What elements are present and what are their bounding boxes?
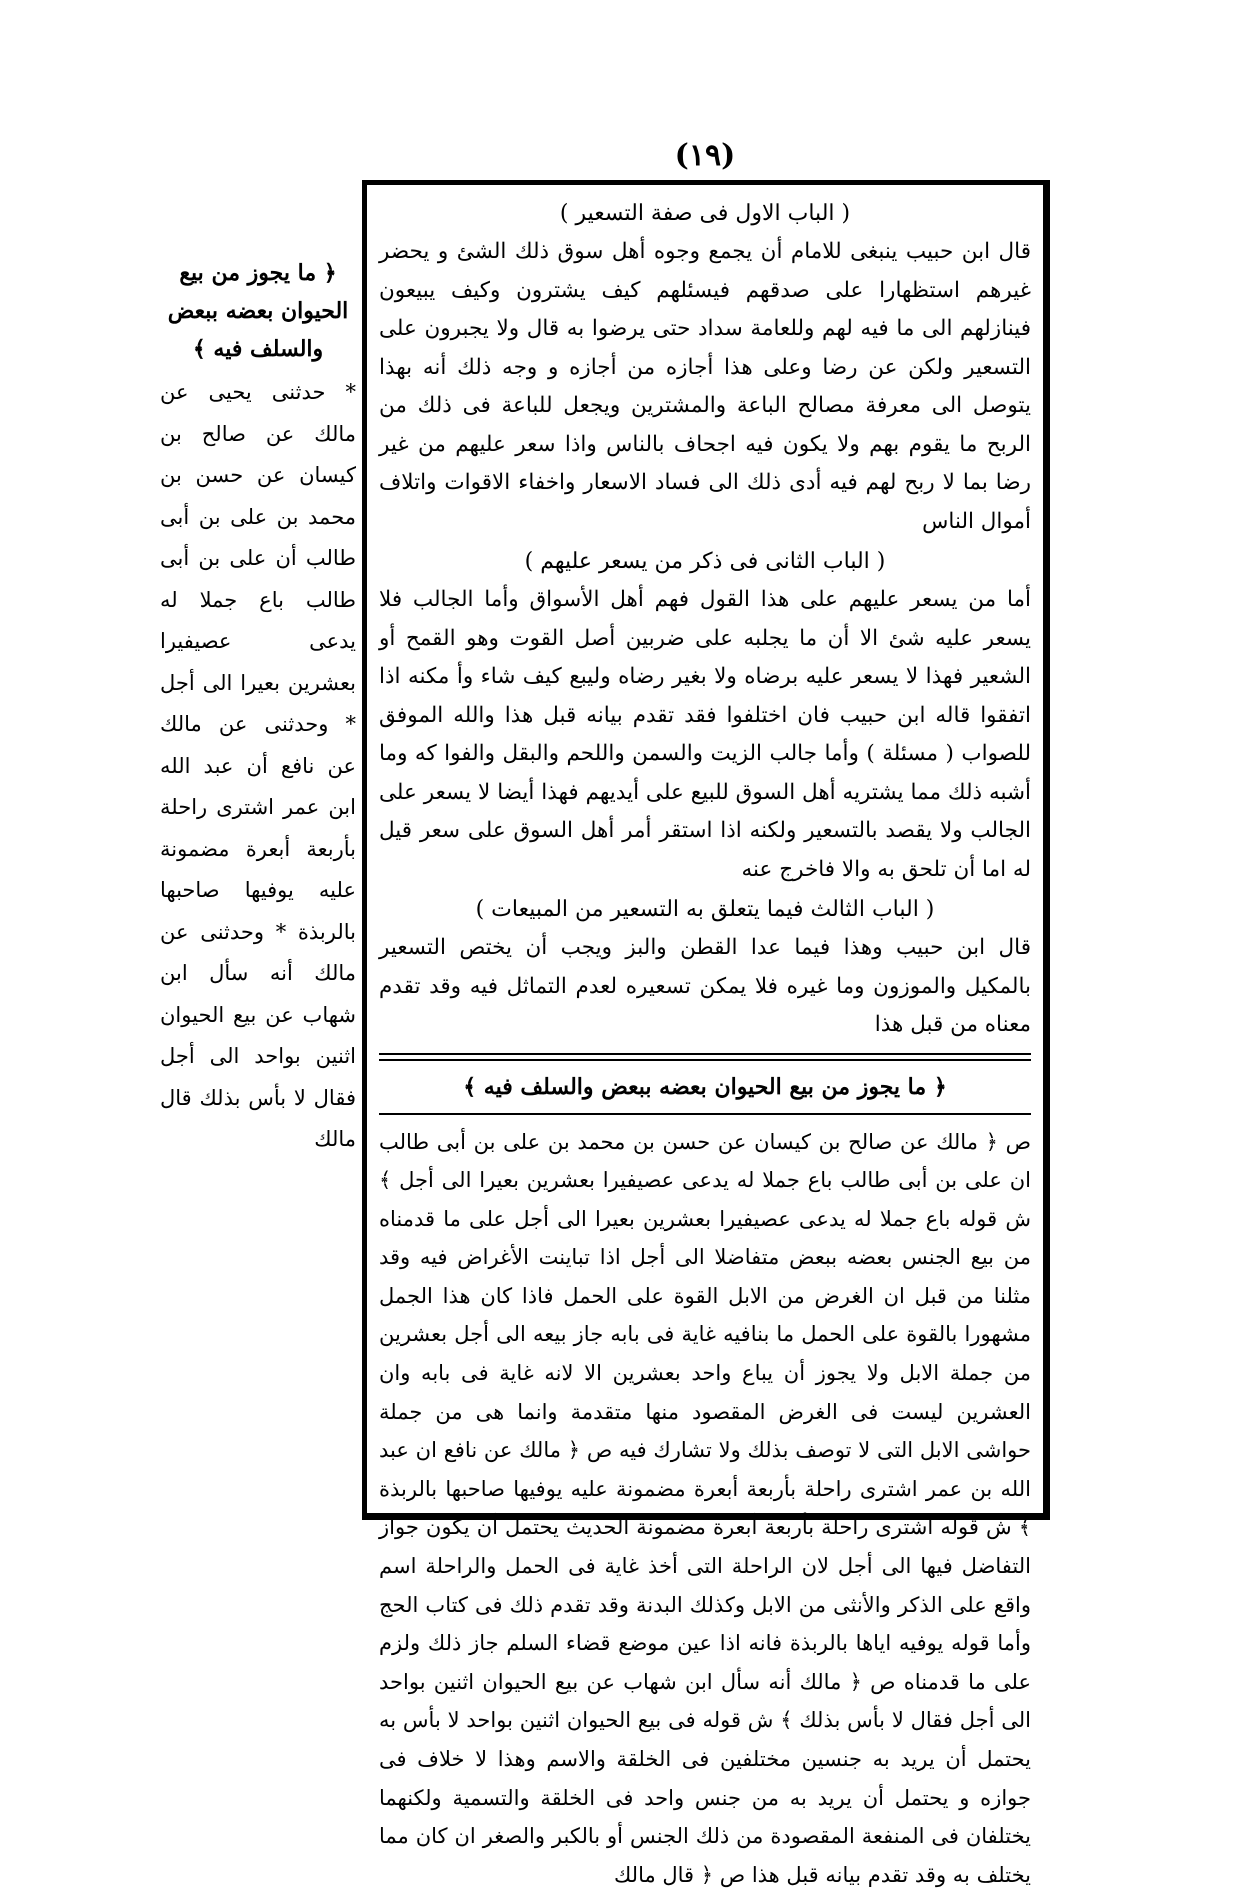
chapter-heading-1: ( الباب الاول فى صفة التسعير ): [379, 197, 1031, 231]
paragraph-3: قال ابن حبيب وهذا فيما عدا القطن والبز ويجب أن يختص التسعير بالمكيل والموزون وما غيره فلا يمكن تسعيره لعدم التماثل فيه وقد تقدم معناه من قبل هذا: [379, 929, 1031, 1045]
side-hadith-text: * حدثنى يحيى عن مالك عن صالح بن كيسان عن حسن بن محمد بن على بن أبى طالب أن على بن أبى طالب باع جملا له يدعى عصيفيرا بعشرين بعيرا الى أجل * وحدثنى عن مالك عن نافع أن عبد الله ابن عمر اشترى راحلة بأربعة أبعرة مضمونة عليه يوفيها صاحبها بالربذة * وحدثنى عن مالك أنه سأل ابن شهاب عن بيع الحيوان اثنين بواحد الى أجل فقال لا بأس بذلك قال مالك: [160, 372, 356, 1161]
double-divider: [379, 1053, 1031, 1061]
section-title: ﴿ ما يجوز من بيع الحيوان بعضه ببعض والسلف فيه ﴾: [379, 1067, 1031, 1107]
page-number: (١٩): [640, 138, 770, 173]
paragraph-1: قال ابن حبيب ينبغى للامام أن يجمع وجوه أهل سوق ذلك الشئ و يحضر غيرهم استظهارا على صدقهم فيسئلهم كيف يشترون وكيف يبيعون فينازلهم الى ما فيه لهم وللعامة سداد حتى يرضوا به قال ولا يجبرون على التسعير ولكن عن رضا وعلى هذا أجازه من أجازه و وجه ذلك أنه بهذا يتوصل الى معرفة مصالح الباعة والمشترين ويجعل للباعة فى ذلك من الربح ما يقوم بهم ولا يكون فيه اجحاف بالناس واذا سعر عليهم من غير رضا بما لا ربح لهم فيه أدى ذلك الى فساد الاسعار واخفاء الاقوات واتلاف أموال الناس: [379, 233, 1031, 541]
chapter-heading-3: ( الباب الثالث فيما يتعلق به التسعير من المبيعات ): [379, 893, 1031, 927]
paragraph-2: أما من يسعر عليهم على هذا القول فهم أهل الأسواق وأما الجالب فلا يسعر عليه شئ الا أن ما يجلبه على ضربين أصل القوت وهو القمح أو الشعير فهذا لا يسعر عليه برضاه ولا بغير رضاه وليبع كيف شاء وأ مكنه اذا اتفقوا قاله ابن حبيب فان اختلفوا فقد تقدم بيانه قبل هذا والله الموفق للصواب ( مسئلة ) وأما جالب الزيت والسمن واللحم والبقل والفوا كه وما أشبه ذلك مما يشتريه أهل السوق للبيع على أيديهم فهذا أيضا لا يسعر على الجالب ولا يقصد بالتسعير ولكنه اذا استقر أمر أهل السوق على سعر قيل له اما أن تلحق به والا فاخرج عنه: [379, 581, 1031, 889]
main-text-frame: [362, 180, 1050, 1520]
single-divider: [379, 1113, 1031, 1115]
side-column: [160, 254, 356, 1161]
side-chapter-title: ﴿ ما يجوز من بيع الحيوان بعضه ببعض والسلف فيه ﴾: [160, 254, 356, 368]
commentary-text: ص ﴿ مالك عن صالح بن كيسان عن حسن بن محمد بن على بن أبى طالب ان على بن أبى طالب باع جملا له يدعى عصيفيرا بعشرين بعيرا الى أجل ﴾ ش قوله باع جملا له يدعى عصيفيرا بعشرين بعيرا الى أجل على ما قدمناه من بيع الجنس بعضه ببعض متفاضلا الى أجل اذا تباينت الأغراض فيه وقد مثلنا من قبل ان الغرض من الابل القوة على الحمل فاذا كان هذا الجمل مشهورا بالقوة على الحمل ما بنافيه غاية فى بابه جاز بيعه الى أجل بعشرين من جملة الابل ولا يجوز أن يباع واحد بعشرين الا لانه غاية فى بابه وان العشرين ليست فى الغرض المقصود منها متقدمة وانما هى من جملة حواشى الابل التى لا توصف بذلك ولا تشارك فيه ص ﴿ مالك عن نافع ان عبد الله بن عمر اشترى راحلة بأربعة أبعرة مضمونة عليه يوفيها صاحبها بالربذة ﴾ ش قوله اشترى راحلة بأربعة أبعرة مضمونة الحديث يحتمل أن يكون جواز التفاضل فيها الى أجل لان الراحلة التى أخذ غاية فى الحمل والراحلة اسم واقع على الذكر والأنثى من الابل وكذلك البدنة وقد تقدم ذلك فى كتاب الحج وأما قوله يوفيه اياها بالربذة فانه اذا عين موضع قضاء السلم جاز ذلك ولزم على ما قدمناه ص ﴿ مالك أنه سأل ابن شهاب عن بيع الحيوان اثنين بواحد الى أجل فقال لا بأس بذلك ﴾ ش قوله فى بيع الحيوان اثنين بواحد لا بأس به يحتمل أن يريد به جنسين مختلفين فى الخلقة والاسم وهذا لا خلاف فى جوازه و يحتمل أن يريد به من جنس واحد فى الخلقة والتسمية ولكنهما يختلفان فى المنفعة المقصودة من ذلك الجنس أو بالكبر والصغر ان كان مما يختلف به وقد تقدم بيانه قبل هذا ص ﴿ قال مالك: [379, 1123, 1031, 1894]
chapter-heading-2: ( الباب الثانى فى ذكر من يسعر عليهم ): [379, 545, 1031, 579]
